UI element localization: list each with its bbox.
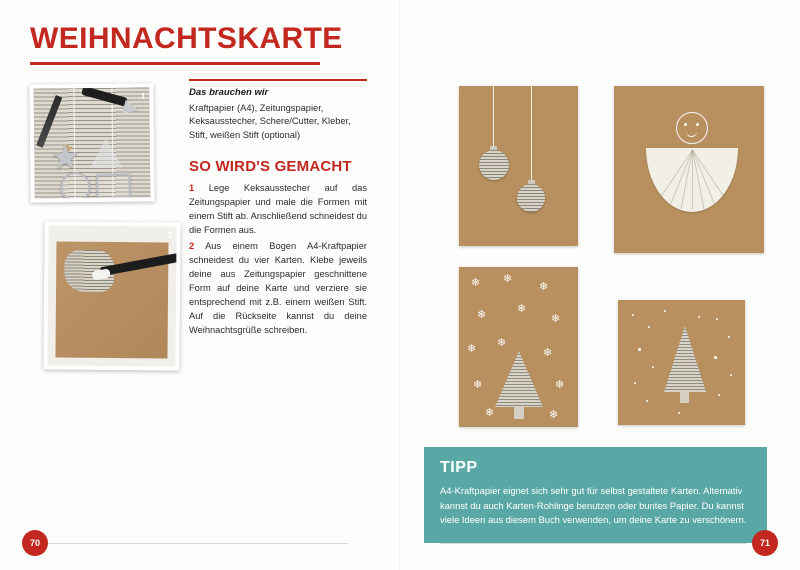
bauble-small (517, 184, 545, 212)
tip-heading: TIPP (440, 459, 478, 476)
page-number-left: 70 (22, 530, 48, 556)
step-1-text: Lege Keksausstecher auf das Zeitungspapier und male die Formen mit einem Stift ab. Anschließend schneidest du die Formen aus. (189, 183, 367, 236)
step-1-number: 1 (189, 183, 195, 194)
newspaper-tree-2 (664, 326, 706, 392)
tree-trunk (514, 407, 524, 419)
star-cookie-cutter: ★ (49, 137, 81, 178)
angel-face-eye-left (684, 123, 687, 126)
materials-heading: Das brauchen wir (189, 87, 269, 98)
photo-badge-1: 1 (140, 90, 146, 101)
footer-rule-left (48, 543, 348, 544)
square-cookie-cutter (96, 174, 130, 199)
text-column (189, 79, 367, 338)
step-2-text: Aus einem Bogen A4-Kraftpapier schneidest du vier Karten. Klebe jeweils deine aus Zeitungspapier geschnittene Form auf deine Karte und verziere sie entsprechend mit z.B. einem weißen Stift. Auf die Rückseite kannst du deine Weihnachtsgrüße schreiben. (189, 241, 367, 335)
card-baubles (459, 86, 578, 246)
instructions-heading: SO WIRD'S GEMACHT (189, 158, 352, 176)
bauble-large (479, 150, 509, 180)
footer-rule-right (440, 543, 746, 544)
photo-cookie-cutters (29, 83, 154, 202)
title-underline (30, 62, 320, 65)
round-cookie-cutter (60, 172, 90, 199)
photo-glued-shape (43, 221, 180, 370)
tree-cookie-cutter (90, 138, 122, 168)
page-title: WEIHNACHTSKARTE (30, 22, 343, 55)
card-tree-snow: ❄ ❄ ❄ ❄ ❄ ❄ ❄ ❄ ❄ ❄ ❄ ❄ ❄ (459, 267, 578, 427)
tip-box (424, 447, 767, 543)
card-angel (614, 86, 764, 253)
newspaper-tree (495, 351, 543, 407)
angel-head (676, 112, 708, 144)
tree-trunk-2 (680, 392, 689, 403)
spread-gutter (399, 0, 401, 570)
tip-body: A4-Kraftpapier eignet sich sehr gut für selbst gestaltete Karten. Alternativ kannst du auch Karten-Rohlinge benutzen oder buntes Papier. Du kannst viele Ideen aus diesem Buch verwenden, um deine Karte zu verschönern. (440, 485, 747, 526)
materials-body: Kraftpapier (A4), Zeitungspapier, Keksausstecher, Schere/Cutter, Kleber, Stift, weißen Stift (optional) (189, 103, 351, 140)
instruction-step-1 (189, 182, 367, 238)
step-2-number: 2 (189, 241, 195, 252)
materials-rule (189, 79, 367, 81)
instruction-step-2 (189, 240, 367, 338)
photo-badge-2: 2 (167, 229, 173, 240)
page-number-right: 71 (752, 530, 778, 556)
angel-face-eye-right (696, 123, 699, 126)
card-tree-dots (618, 300, 745, 425)
